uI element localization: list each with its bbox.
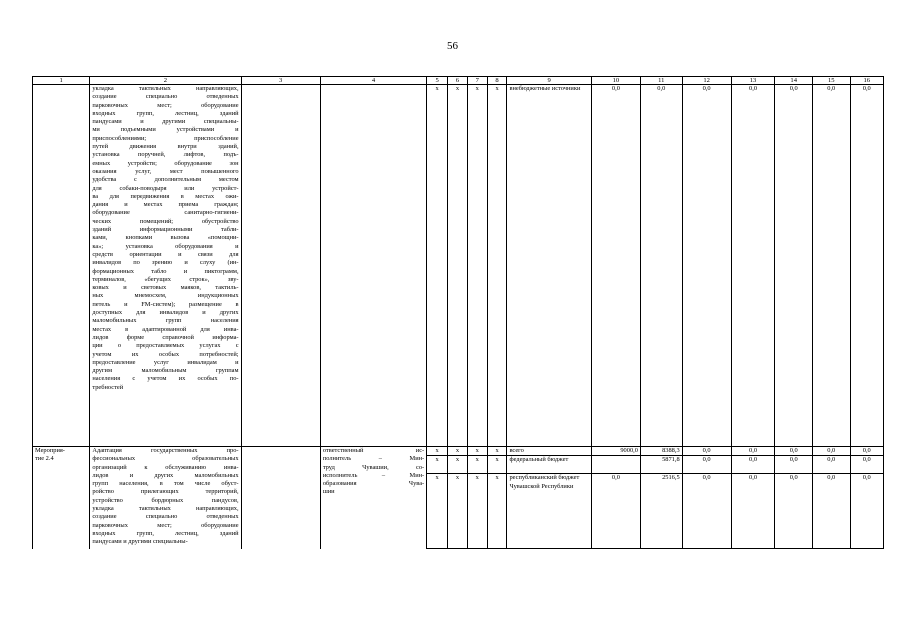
text-line: путей движения внутри зданий,	[92, 143, 239, 151]
cell-c16: 0,0	[850, 447, 883, 456]
cell-c5: x	[427, 447, 448, 456]
cell-c13: 0,0	[731, 447, 775, 456]
text-line: маломобильных групп населения	[92, 317, 239, 325]
cell-c5: x	[427, 474, 448, 549]
text-line: другим маломобильным группам	[92, 367, 239, 375]
executor-cell	[320, 85, 426, 447]
text-line: ных мнемосхем, индукционных	[92, 292, 239, 300]
text-line: приспособлениями; приспособление	[92, 134, 239, 142]
header-cell: 9	[507, 77, 591, 85]
cell-c8: x	[487, 447, 507, 456]
text-line: образования Чува-	[322, 480, 425, 488]
header-cell: 7	[467, 77, 487, 85]
funding-source: федеральный бюджет	[507, 456, 591, 474]
table-row	[33, 85, 884, 447]
text-line: для собаки-поводыря или устройст-	[92, 184, 239, 192]
text-line: населения с учетом их особых по-	[92, 375, 239, 383]
text-line: создание специально отведенных	[92, 93, 239, 101]
program-table	[32, 76, 884, 549]
text-line: установка поручней, лифтов, подъ-	[92, 151, 239, 159]
funding-source: республиканский бюджет Чувашской Республики	[507, 474, 591, 549]
text-line: ва для передвижения в местах ожи-	[92, 192, 239, 200]
cell-c15: 0,0	[812, 456, 850, 474]
text-line: пандусами и другими специальны-	[92, 118, 239, 126]
cell-c8: x	[487, 85, 507, 447]
cell-c10: 0,0	[591, 474, 640, 549]
cell-c8: x	[487, 456, 507, 474]
cell-c12: 0,0	[682, 447, 731, 456]
text-line: ми подъемными устройствами и	[92, 126, 239, 134]
text-line: зданий информационными табли-	[92, 226, 239, 234]
cell-c7: x	[467, 474, 487, 549]
cell-c14: 0,0	[775, 447, 813, 456]
cell-c6: x	[448, 474, 468, 549]
text-line: ройство прилегающих территорий,	[92, 488, 239, 496]
cell-c15: 0,0	[812, 474, 850, 549]
text-line: удобства с дополнительным местом	[92, 176, 239, 184]
cell-c6: x	[448, 447, 468, 456]
header-row	[33, 77, 884, 85]
cell-c14: 0,0	[775, 85, 813, 447]
text-line: ответственный ис-	[322, 447, 425, 454]
text-line: емных устройств; оборудование зон	[92, 159, 239, 167]
text-line: устройство бордюрных пандусов,	[92, 496, 239, 504]
text-line: лидов и других маломобильных	[92, 471, 239, 479]
header-cell: 2	[90, 77, 241, 85]
header-cell: 12	[682, 77, 731, 85]
text-line: местах в адаптированной для инва-	[92, 325, 239, 333]
text-line: исполнитель – Мин-	[322, 471, 425, 479]
text-line: создание специально отведенных	[92, 513, 239, 521]
cell-c16: 0,0	[850, 474, 883, 549]
header-cell: 13	[731, 77, 775, 85]
text-line: предоставление услуг инвалидам и	[92, 358, 239, 366]
text-line: фессиональных образовательных	[92, 455, 239, 463]
header-cell: 14	[775, 77, 813, 85]
funding-source: всего	[507, 447, 591, 456]
text-line: укладка тактильных направляющих,	[92, 505, 239, 513]
text-line: входных групп, лестниц, зданий	[92, 529, 239, 537]
text-line: лидов форме справочной информа-	[92, 333, 239, 341]
text-line: оборудование санитарно-гигиени-	[92, 209, 239, 217]
cell-c10	[591, 456, 640, 474]
cell-c7: x	[467, 447, 487, 456]
cell-c13: 0,0	[731, 474, 775, 549]
cell-c10: 9000,0	[591, 447, 640, 456]
cell-c15: 0,0	[812, 85, 850, 447]
text-line: ции о предоставляемых услугах с	[92, 342, 239, 350]
text-line: инвалидов по зрению и слуху (ин-	[92, 259, 239, 267]
col3-cell	[241, 447, 320, 549]
text-line: ковых и световых маяков, тактиль-	[92, 284, 239, 292]
text-line: тие 2.4	[35, 455, 54, 463]
header-cell: 11	[640, 77, 682, 85]
text-line: ка»; установка оборудования и	[92, 242, 239, 250]
text-line: укладка тактильных направляющих,	[92, 85, 239, 92]
cell-c15: 0,0	[812, 447, 850, 456]
cell-c12: 0,0	[682, 456, 731, 474]
text-line: входных групп, лестниц, зданий	[92, 109, 239, 117]
text-line: требностей	[92, 383, 124, 391]
text-line: дания и местах приема граждан;	[92, 201, 239, 209]
header-cell: 8	[487, 77, 507, 85]
header-cell: 1	[33, 77, 90, 85]
text-line: шии	[322, 488, 335, 496]
header-cell: 3	[241, 77, 320, 85]
cell-c5: x	[427, 456, 448, 474]
text-line: пандусами и другими специальны-	[92, 538, 188, 546]
col3-cell	[241, 85, 320, 447]
cell-c14: 0,0	[775, 474, 813, 549]
text-line: организаций к обслуживанию инва-	[92, 463, 239, 471]
text-line: Адаптация государственных про-	[92, 447, 239, 454]
page-number: 56	[447, 40, 458, 52]
text-line: парковочных мест; оборудование	[92, 101, 239, 109]
cell-c6: x	[448, 85, 468, 447]
text-line: петель и FM-систем); размещение в	[92, 300, 239, 308]
table-row	[33, 447, 884, 456]
text-line: групп населения, в том числе обуст-	[92, 480, 239, 488]
cell-c7: x	[467, 85, 487, 447]
cell-c10: 0,0	[591, 85, 640, 447]
measure-cell	[33, 85, 90, 447]
text-line: формационных табло и пиктограмм,	[92, 267, 239, 275]
cell-c6: x	[448, 456, 468, 474]
text-line: учетом их особых потребностей;	[92, 350, 239, 358]
text-line: доступных для инвалидов и других	[92, 309, 239, 317]
text-line: ческих помещений; обустройство	[92, 217, 239, 225]
measure-description	[90, 85, 241, 447]
funding-source: внебюджетные источники	[507, 85, 591, 447]
cell-c8: x	[487, 474, 507, 549]
text-line: ками, кнопками вызова «помощни-	[92, 234, 239, 242]
cell-c11: 0,0	[640, 85, 682, 447]
header-cell: 6	[448, 77, 468, 85]
header-cell: 5	[427, 77, 448, 85]
text-line: терминалов, «бегущих строк», зву-	[92, 275, 239, 283]
text-line: Мероприя-	[35, 447, 65, 454]
cell-c14: 0,0	[775, 456, 813, 474]
text-line: труд Чувашии, со-	[322, 463, 425, 471]
header-cell: 15	[812, 77, 850, 85]
cell-c7: x	[467, 456, 487, 474]
cell-c13: 0,0	[731, 85, 775, 447]
executor-cell	[320, 447, 426, 549]
text-line: средств ориентации и связи для	[92, 250, 239, 258]
cell-c11: 2516,5	[640, 474, 682, 549]
cell-c11: 5871,8	[640, 456, 682, 474]
cell-c16: 0,0	[850, 85, 883, 447]
text-line: оказания услуг, мест повышенного	[92, 167, 239, 175]
header-cell: 10	[591, 77, 640, 85]
header-cell: 4	[320, 77, 426, 85]
cell-c12: 0,0	[682, 85, 731, 447]
cell-c16: 0,0	[850, 456, 883, 474]
header-cell: 16	[850, 77, 883, 85]
measure-cell	[33, 447, 90, 549]
text-line: парковочных мест; оборудование	[92, 521, 239, 529]
cell-c11: 8388,3	[640, 447, 682, 456]
measure-description	[90, 447, 241, 549]
text-line: полнитель – Мин-	[322, 455, 425, 463]
cell-c13: 0,0	[731, 456, 775, 474]
cell-c12: 0,0	[682, 474, 731, 549]
cell-c5: x	[427, 85, 448, 447]
